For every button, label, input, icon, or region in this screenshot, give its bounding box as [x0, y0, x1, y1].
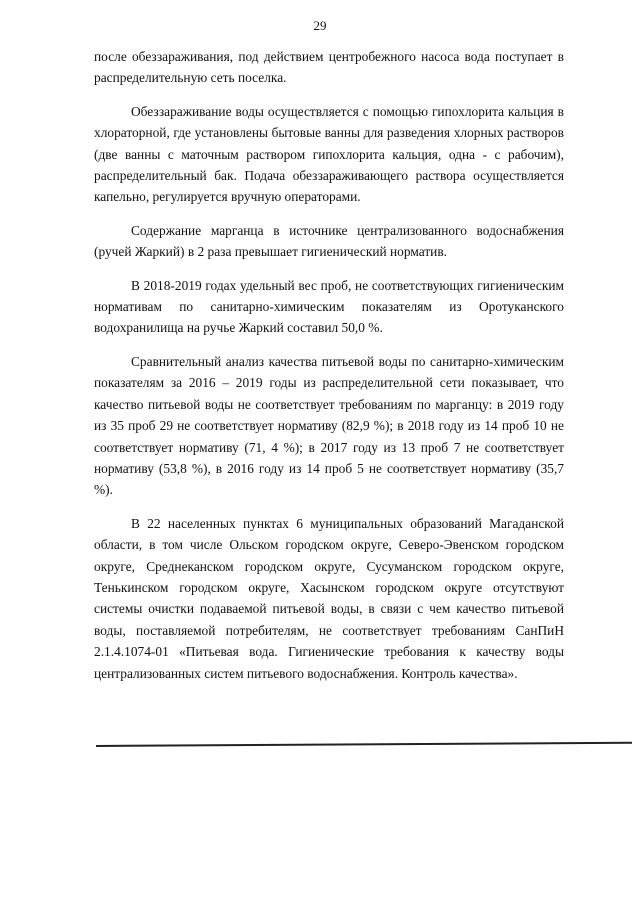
document-body [94, 46, 564, 696]
paragraph-disinfection: Обеззараживание воды осуществляется с помощью гипохлорита кальция в хлораторной, где установлены бытовые ванны для разведения хлорных растворов (две ванны с маточным раствором гипохлорита кальция, одна - с рабочим), распределительный бак. Подача обеззараживающего раствора осуществляется капельно, регулируется вручную операторами. [94, 103, 564, 205]
horizontal-rule [96, 742, 632, 747]
paragraph-settlements: В 22 населенных пунктах 6 муниципальных образований Магаданской области, в том числе Ольском городском округе, Северо-Эвенском городском округе, Среднеканском городском округе, Сусуманском городском округе, Тенькинском городском округе, Хасынском городском округе отсутствуют системы очистки подаваемой питьевой воды, в связи с чем качество питьевой воды, поставляемой потребителям, не соответствует требованиям СанПиН 2.1.4.1074-01 «Питьевая вода. Гигиенические требования к качеству воды централизованных систем питьевого водоснабжения. Контроль качества». [94, 515, 564, 681]
page-number: 29 [313, 18, 327, 33]
paragraph-comparative-analysis: Сравнительный анализ качества питьевой воды по санитарно-химическим показателям за 2016 – 2019 годы из распределительной сети показывает, что качество питьевой воды не соответствует требованиям по марганцу: в 2019 году из 35 проб 29 не соответствует нормативу (82,9 %); в 2018 году из 14 проб 10 не соответствует нормативу (71, 4 %); в 2017 году из 13 проб 7 не соответствует нормативу (53,8 %), в 2016 году из 14 проб 5 не соответствует нормативу (35,7 %). [94, 353, 564, 498]
paragraph-sample-share: В 2018-2019 годах удельный вес проб, не соответствующих гигиеническим нормативам по санитарно-химическим показателям из Оротуканского водохранилища на ручье Жаркий составил 50,0 %. [94, 277, 564, 336]
paragraph-manganese: Содержание марганца в источнике централизованного водоснабжения (ручей Жаркий) в 2 раза превышает гигиенический норматив. [94, 222, 564, 260]
paragraph-continuation: после обеззараживания, под действием центробежного насоса вода поступает в распределительную сеть поселка. [94, 49, 564, 86]
